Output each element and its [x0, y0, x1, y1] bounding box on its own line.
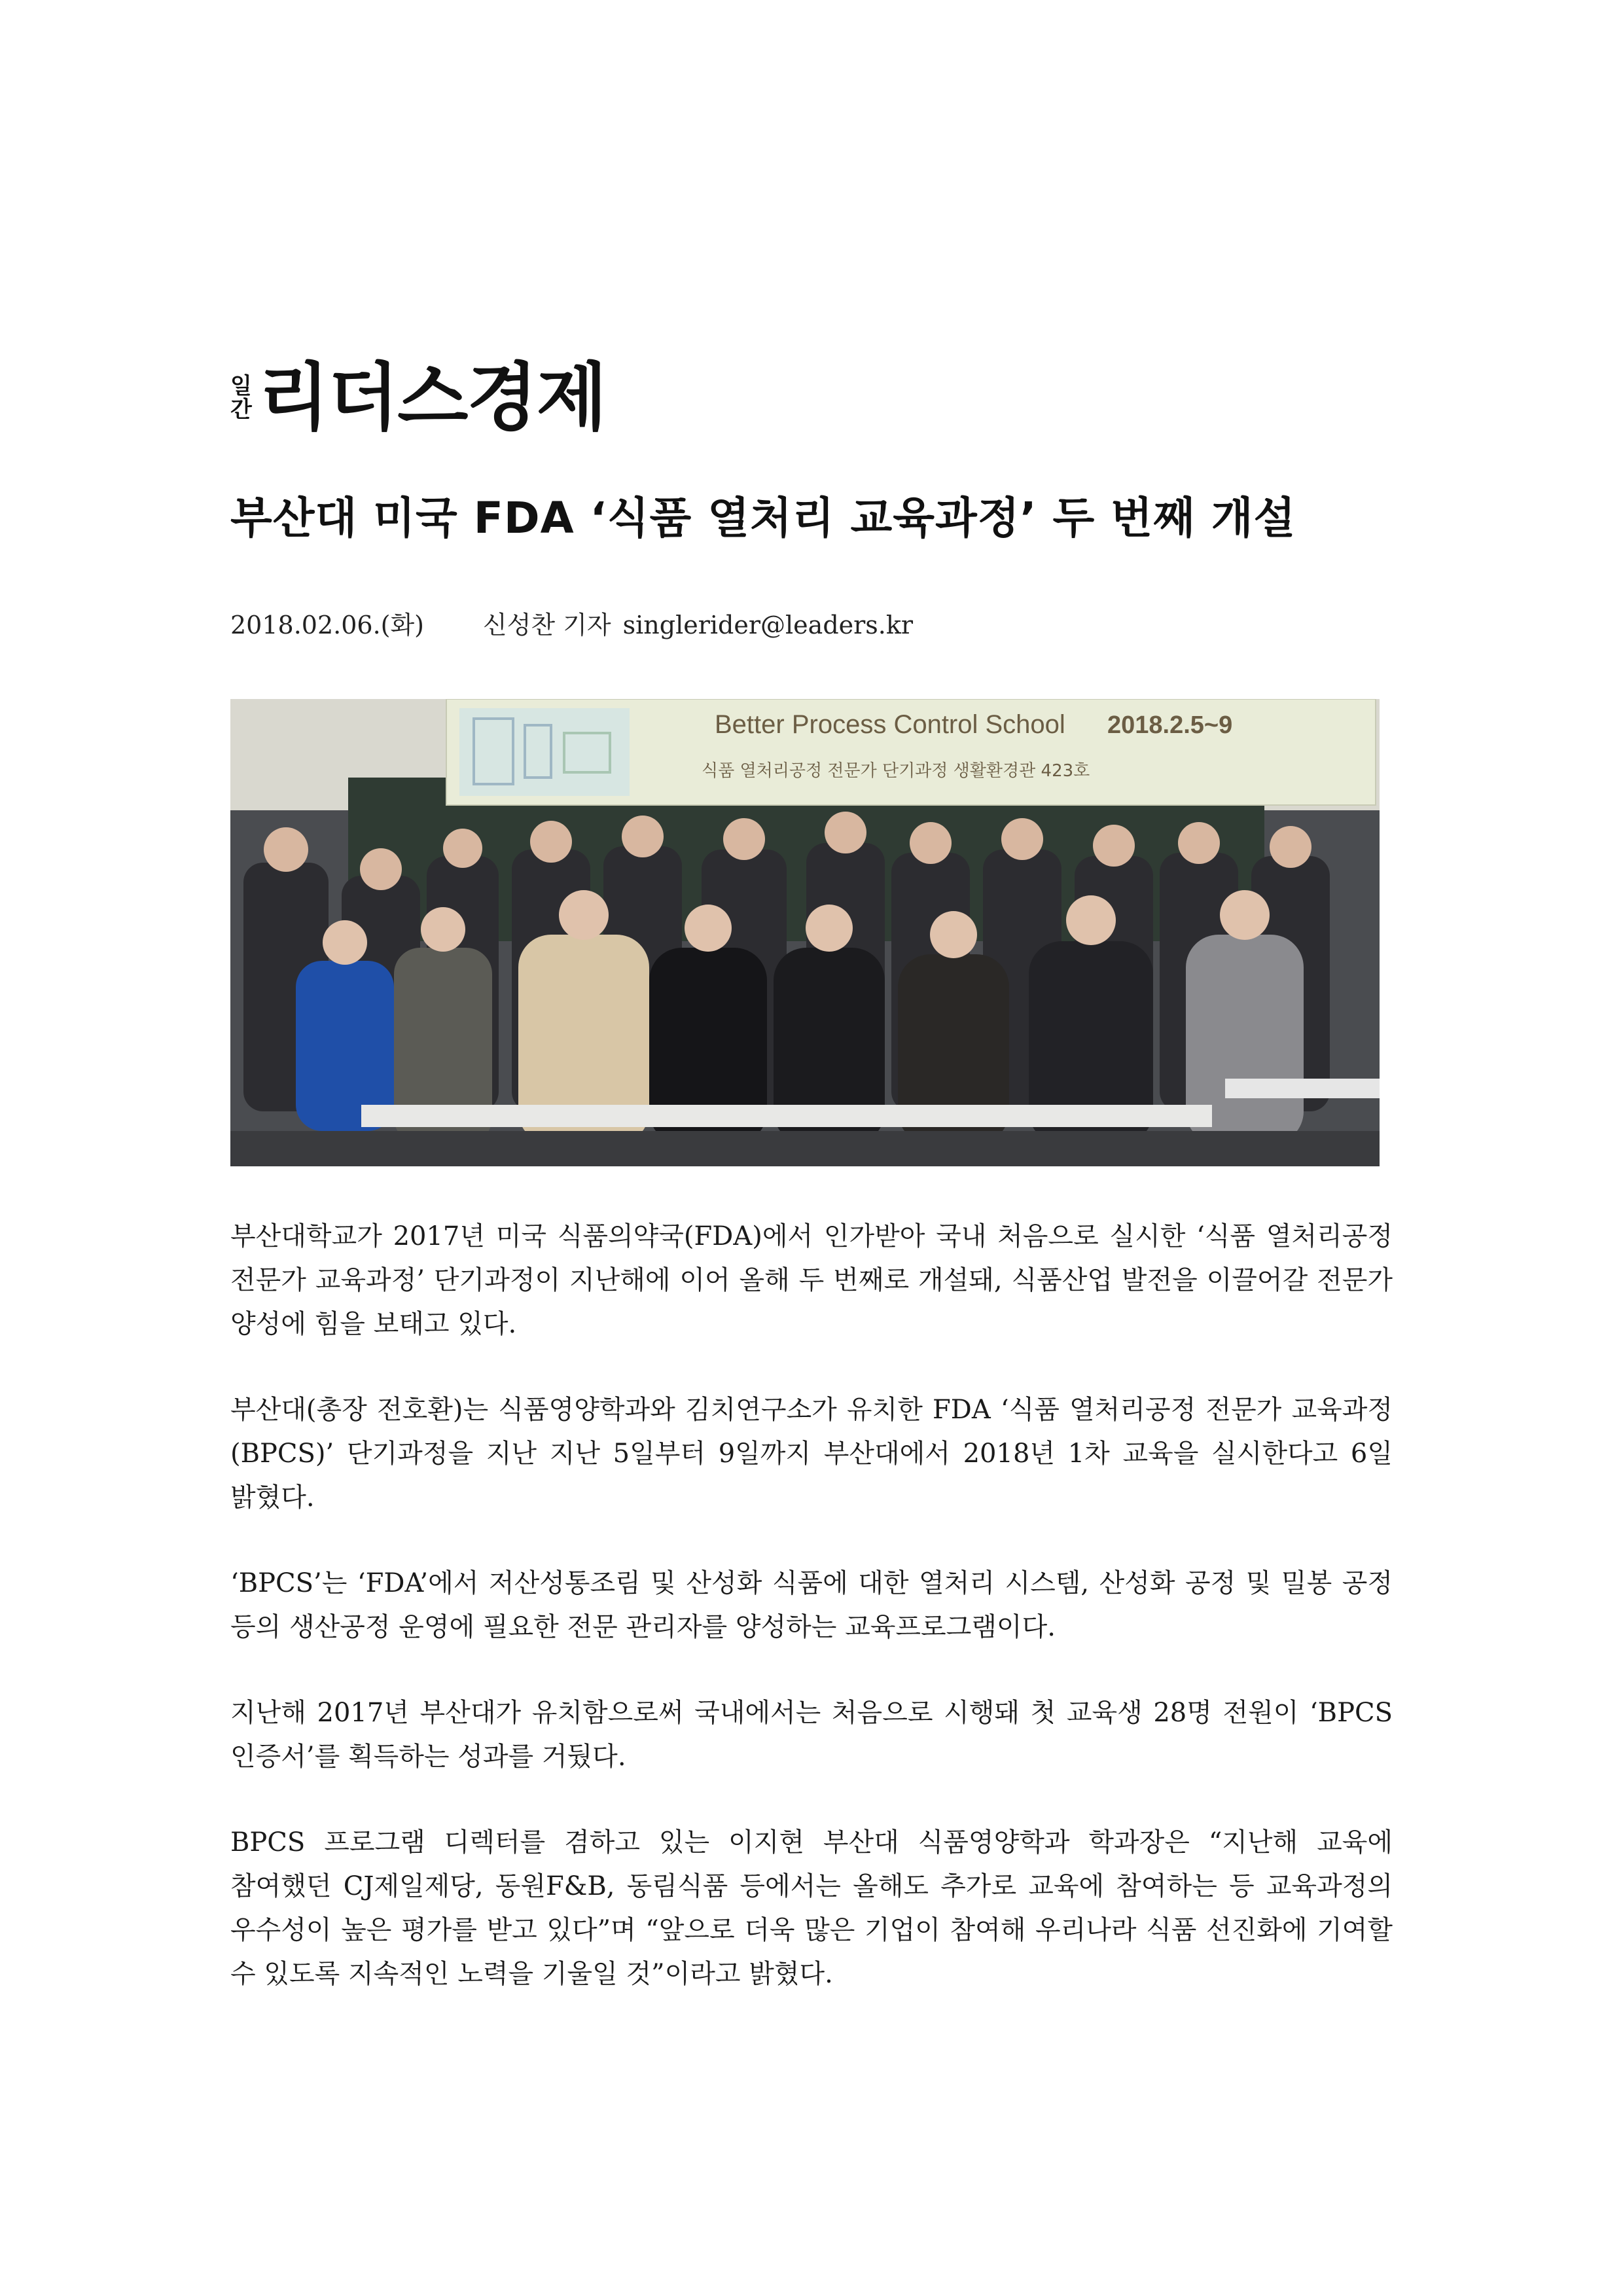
article-paragraph: 지난해 2017년 부산대가 유치함으로써 국내에서는 처음으로 시행돼 첫 교육생 28명 전원이 ‘BPCS 인증서’를 획득하는 성과를 거뒀다. — [230, 1698, 1393, 1772]
article-paragraph: ‘BPCS’는 ‘FDA’에서 저산성통조림 및 산성화 식품에 대한 열처리 시스템, 산성화 공정 및 밀봉 공정 등의 생산공정 운영에 필요한 전문 관리자를 양성하는 교육프로그램이다. — [230, 1568, 1393, 1642]
reporter-email: singlerider@leaders.kr — [622, 611, 914, 639]
banner-title: Better Process Control School — [715, 710, 1065, 739]
article-paragraph: BPCS 프로그램 디렉터를 겸하고 있는 이지현 부산대 식품영양학과 학과장은 “지난해 교육에 참여했던 CJ제일제당, 동원F&B, 동림식품 등에서는 올해도 추가로 교육에 참여하는 등 교육과정의 우수성이 높은 평가를 받고 있다”며 “앞으로 더욱 많은 기업이 참여해 우리나라 식품 선진화에 기여할 수 있도록 지속적인 노력을 기울일 것”이라고 밝혔다. — [230, 1827, 1393, 1989]
byline — [230, 609, 913, 641]
reporter-info — [483, 609, 913, 641]
reporter-name: 신성찬 기자 — [483, 611, 611, 639]
banner-date: 2018.2.5~9 — [1107, 711, 1233, 739]
article-headline: 부산대 미국 FDA ‘식품 열처리 교육과정’ 두 번째 개설 — [230, 493, 1296, 543]
group-photo — [230, 699, 1380, 1166]
article-date: 2018.02.06.(화) — [230, 611, 425, 639]
article-paragraph: 부산대(총장 전호환)는 식품영양학과와 김치연구소가 유치한 FDA ‘식품 열처리공정 전문가 교육과정(BPCS)’ 단기과정을 지난 지난 5일부터 9일까지 부산대에서 2018년 1차 교육을 실시한다고 6일 밝혔다. — [230, 1395, 1393, 1513]
article-body — [230, 1215, 1393, 2038]
masthead-prefix-bottom: 간 — [230, 397, 252, 423]
article-paragraph: 부산대학교가 2017년 미국 식품의약국(FDA)에서 인가받아 국내 처음으로 실시한 ‘식품 열처리공정 전문가 교육과정’ 단기과정이 지난해에 이어 올해 두 번째로 개설돼, 식품산업 발전을 이끌어갈 전문가 양성에 힘을 보태고 있다. — [230, 1221, 1393, 1339]
newspaper-masthead — [230, 355, 606, 440]
masthead-prefix-top: 일 — [230, 373, 252, 399]
masthead-name: 리더스경제 — [258, 355, 606, 440]
masthead-prefix — [230, 374, 252, 422]
banner-subtitle: 식품 열처리공정 전문가 단기과정 생활환경관 423호 — [702, 761, 1090, 781]
